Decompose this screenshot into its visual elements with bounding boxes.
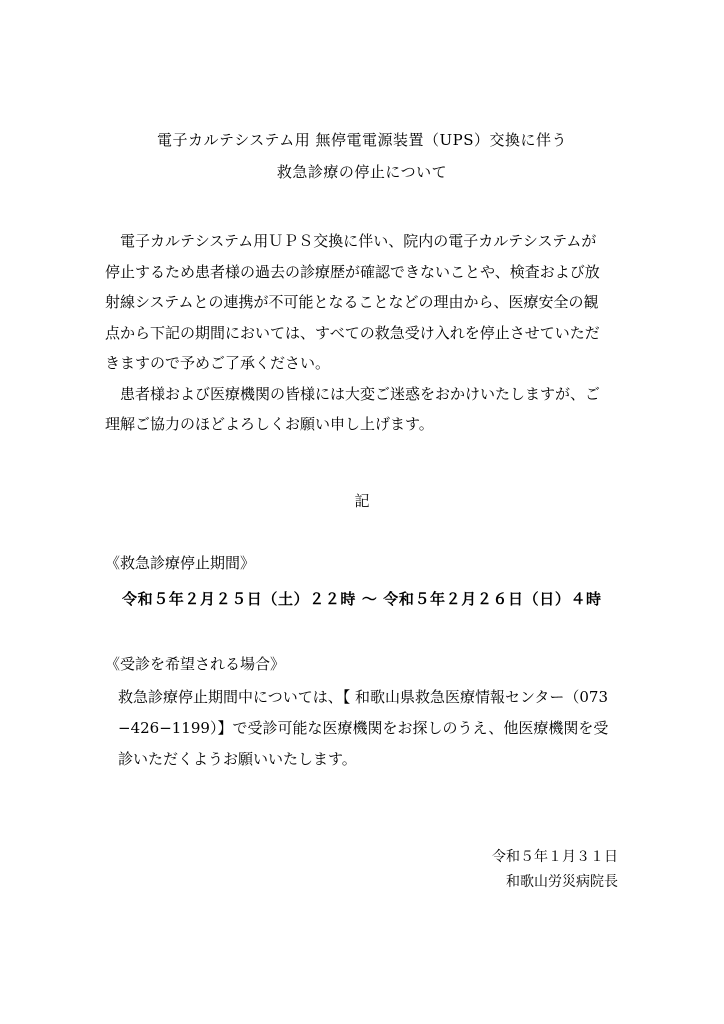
issuer-name: 和歌山労災病院長 (506, 874, 618, 890)
paragraph-2-line: 理解ご協力のほどよろしくお願い申し上げます。 (105, 415, 434, 433)
paragraph-1-line: 停止するため患者様の過去の診療歴が確認できないことや、検査および放 (105, 262, 600, 281)
ki-marker: 記 (354, 492, 370, 510)
body-paragraphs (105, 226, 645, 440)
consult-line: 診いただくようお願いいたします。 (118, 750, 357, 768)
paragraph-2-line: 患者様および医療機関の皆様には大変ご迷惑をおかけいたしますが、ご (120, 384, 601, 403)
consult-heading: 《受診を希望される場合》 (105, 655, 286, 673)
consult-line: 救急診療停止期間中については、【 和歌山県救急医療情報センター（073 (118, 688, 609, 706)
issue-date: 令和５年１月３１日 (492, 849, 618, 865)
paragraph-1-line: 射線システムとの連携が不可能となることなどの理由から、医療安全の観 (105, 293, 599, 311)
document-title-line-2: 救急診療の停止について (276, 163, 448, 181)
paragraph-1-line: 電子カルテシステム用ＵＰＳ交換に伴い、院内の電子カルテシステムが (120, 232, 597, 250)
suspension-period: 令和５年２月２５日（土）２２時 〜 令和５年２月２６日（日）４時 (122, 590, 602, 608)
document-title-line-1: 電子カルテシステム用 無停電電源装置（UPS）交換に伴う (157, 131, 567, 149)
paragraph-1-line: きますので予めご了承ください。 (105, 354, 331, 372)
consult-instructions (118, 682, 648, 775)
consult-line: −426−1199）】で受診可能な医療機関をお探しのうえ、他医療機関を受 (118, 719, 609, 737)
period-heading: 《救急診療停止期間》 (105, 554, 256, 572)
paragraph-1-line: 点から下記の期間においては、すべての救急受け入れを停止させていただ (105, 323, 600, 342)
